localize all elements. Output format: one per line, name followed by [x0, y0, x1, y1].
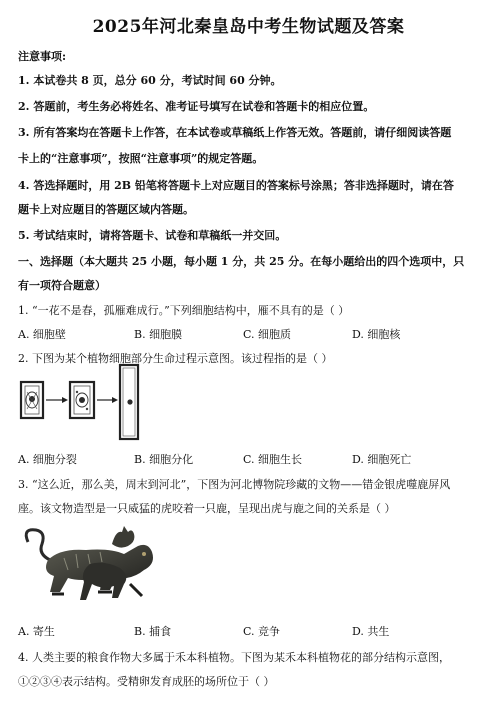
question-1-options — [18, 326, 480, 342]
option-d: D. 细胞核 — [352, 328, 401, 341]
arrow-2-head — [112, 397, 118, 403]
notice-item: 1. 本试卷共 8 页，总分 60 分，考试时间 60 分钟。 — [18, 74, 282, 87]
page-title: 2025年河北秦皇岛中考生物试题及答案 — [92, 17, 405, 37]
cell-2-drawing — [70, 382, 94, 418]
option-b: B. 捕食 — [134, 625, 172, 638]
question-3-options — [18, 623, 480, 639]
notice-item: 卡上的“注意事项”，按照“注意事项”的规定答题。 — [18, 152, 264, 165]
option-d: D. 细胞死亡 — [352, 453, 412, 466]
option-b: B. 细胞膜 — [134, 328, 183, 341]
notice-item: 3. 所有答案均在答题卡上作答，在本试卷或草稿纸上作答无效。答题前，请仔细阅读答题 — [18, 126, 452, 139]
question-1-stem: 1. “一花不是春，孤雁难成行。”下列细胞结构中，雁不具有的是（ ） — [18, 304, 350, 317]
option-c: C. 细胞质 — [243, 328, 292, 341]
question-3-stem-line2: 座。该文物造型是一只威猛的虎咬着一只鹿，呈现出虎与鹿之间的关系是（ ） — [18, 502, 396, 515]
notice-item: 2. 答题前，考生务必将姓名、准考证号填写在试卷和答题卡的相应位置。 — [18, 100, 375, 113]
cell-3-drawing — [120, 365, 138, 439]
section-heading-cont: 有一项符合题意） — [18, 279, 106, 292]
notice-item: 4. 答选择题时，用 2B 铅笔将答题卡上对应题目的答案标号涂黑；答非选择题时，请在答 — [18, 179, 454, 192]
question-4-stem-line2: ①②③④表示结构。受精卵发育成胚的场所位于（ ） — [18, 675, 275, 688]
option-b: B. 细胞分化 — [134, 453, 194, 466]
option-a: A. 细胞壁 — [18, 328, 66, 341]
notice-heading: 注意事项: — [18, 50, 67, 63]
notice-item: 5. 考试结束时，请将答题卡、试卷和草稿纸一并交回。 — [18, 229, 287, 242]
question-2-stem: 2. 下图为某个植物细胞部分生命过程示意图。该过程指的是（ ） — [18, 352, 333, 365]
question-4-stem-line1: 4. 人类主要的粮食作物大多属于禾本科植物。下图为某禾本科植物花的部分结构示意图， — [18, 651, 450, 664]
option-a: A. 细胞分裂 — [18, 453, 77, 466]
cell-process-figure — [18, 362, 168, 442]
option-d: D. 共生 — [352, 625, 390, 638]
cell-1-drawing — [21, 382, 43, 418]
tiger-deer-artifact-image — [20, 524, 170, 610]
arrow-1-head — [62, 397, 68, 403]
option-c: C. 竞争 — [243, 625, 281, 638]
question-2-options — [18, 451, 480, 467]
question-3-stem-line1: 3. “这么近，那么美，周末到河北”，下图为河北博物院珍藏的文物——错金银虎噬鹿屏风 — [18, 478, 451, 491]
notice-item: 题卡上对应题目的答题区域内答题。 — [18, 203, 194, 216]
section-heading: 一、选择题（本大题共 25 小题，每小题 1 分，共 25 分。在每小题给出的四个选项中，只 — [18, 255, 465, 268]
option-c: C. 细胞生长 — [243, 453, 303, 466]
option-a: A. 寄生 — [18, 625, 55, 638]
